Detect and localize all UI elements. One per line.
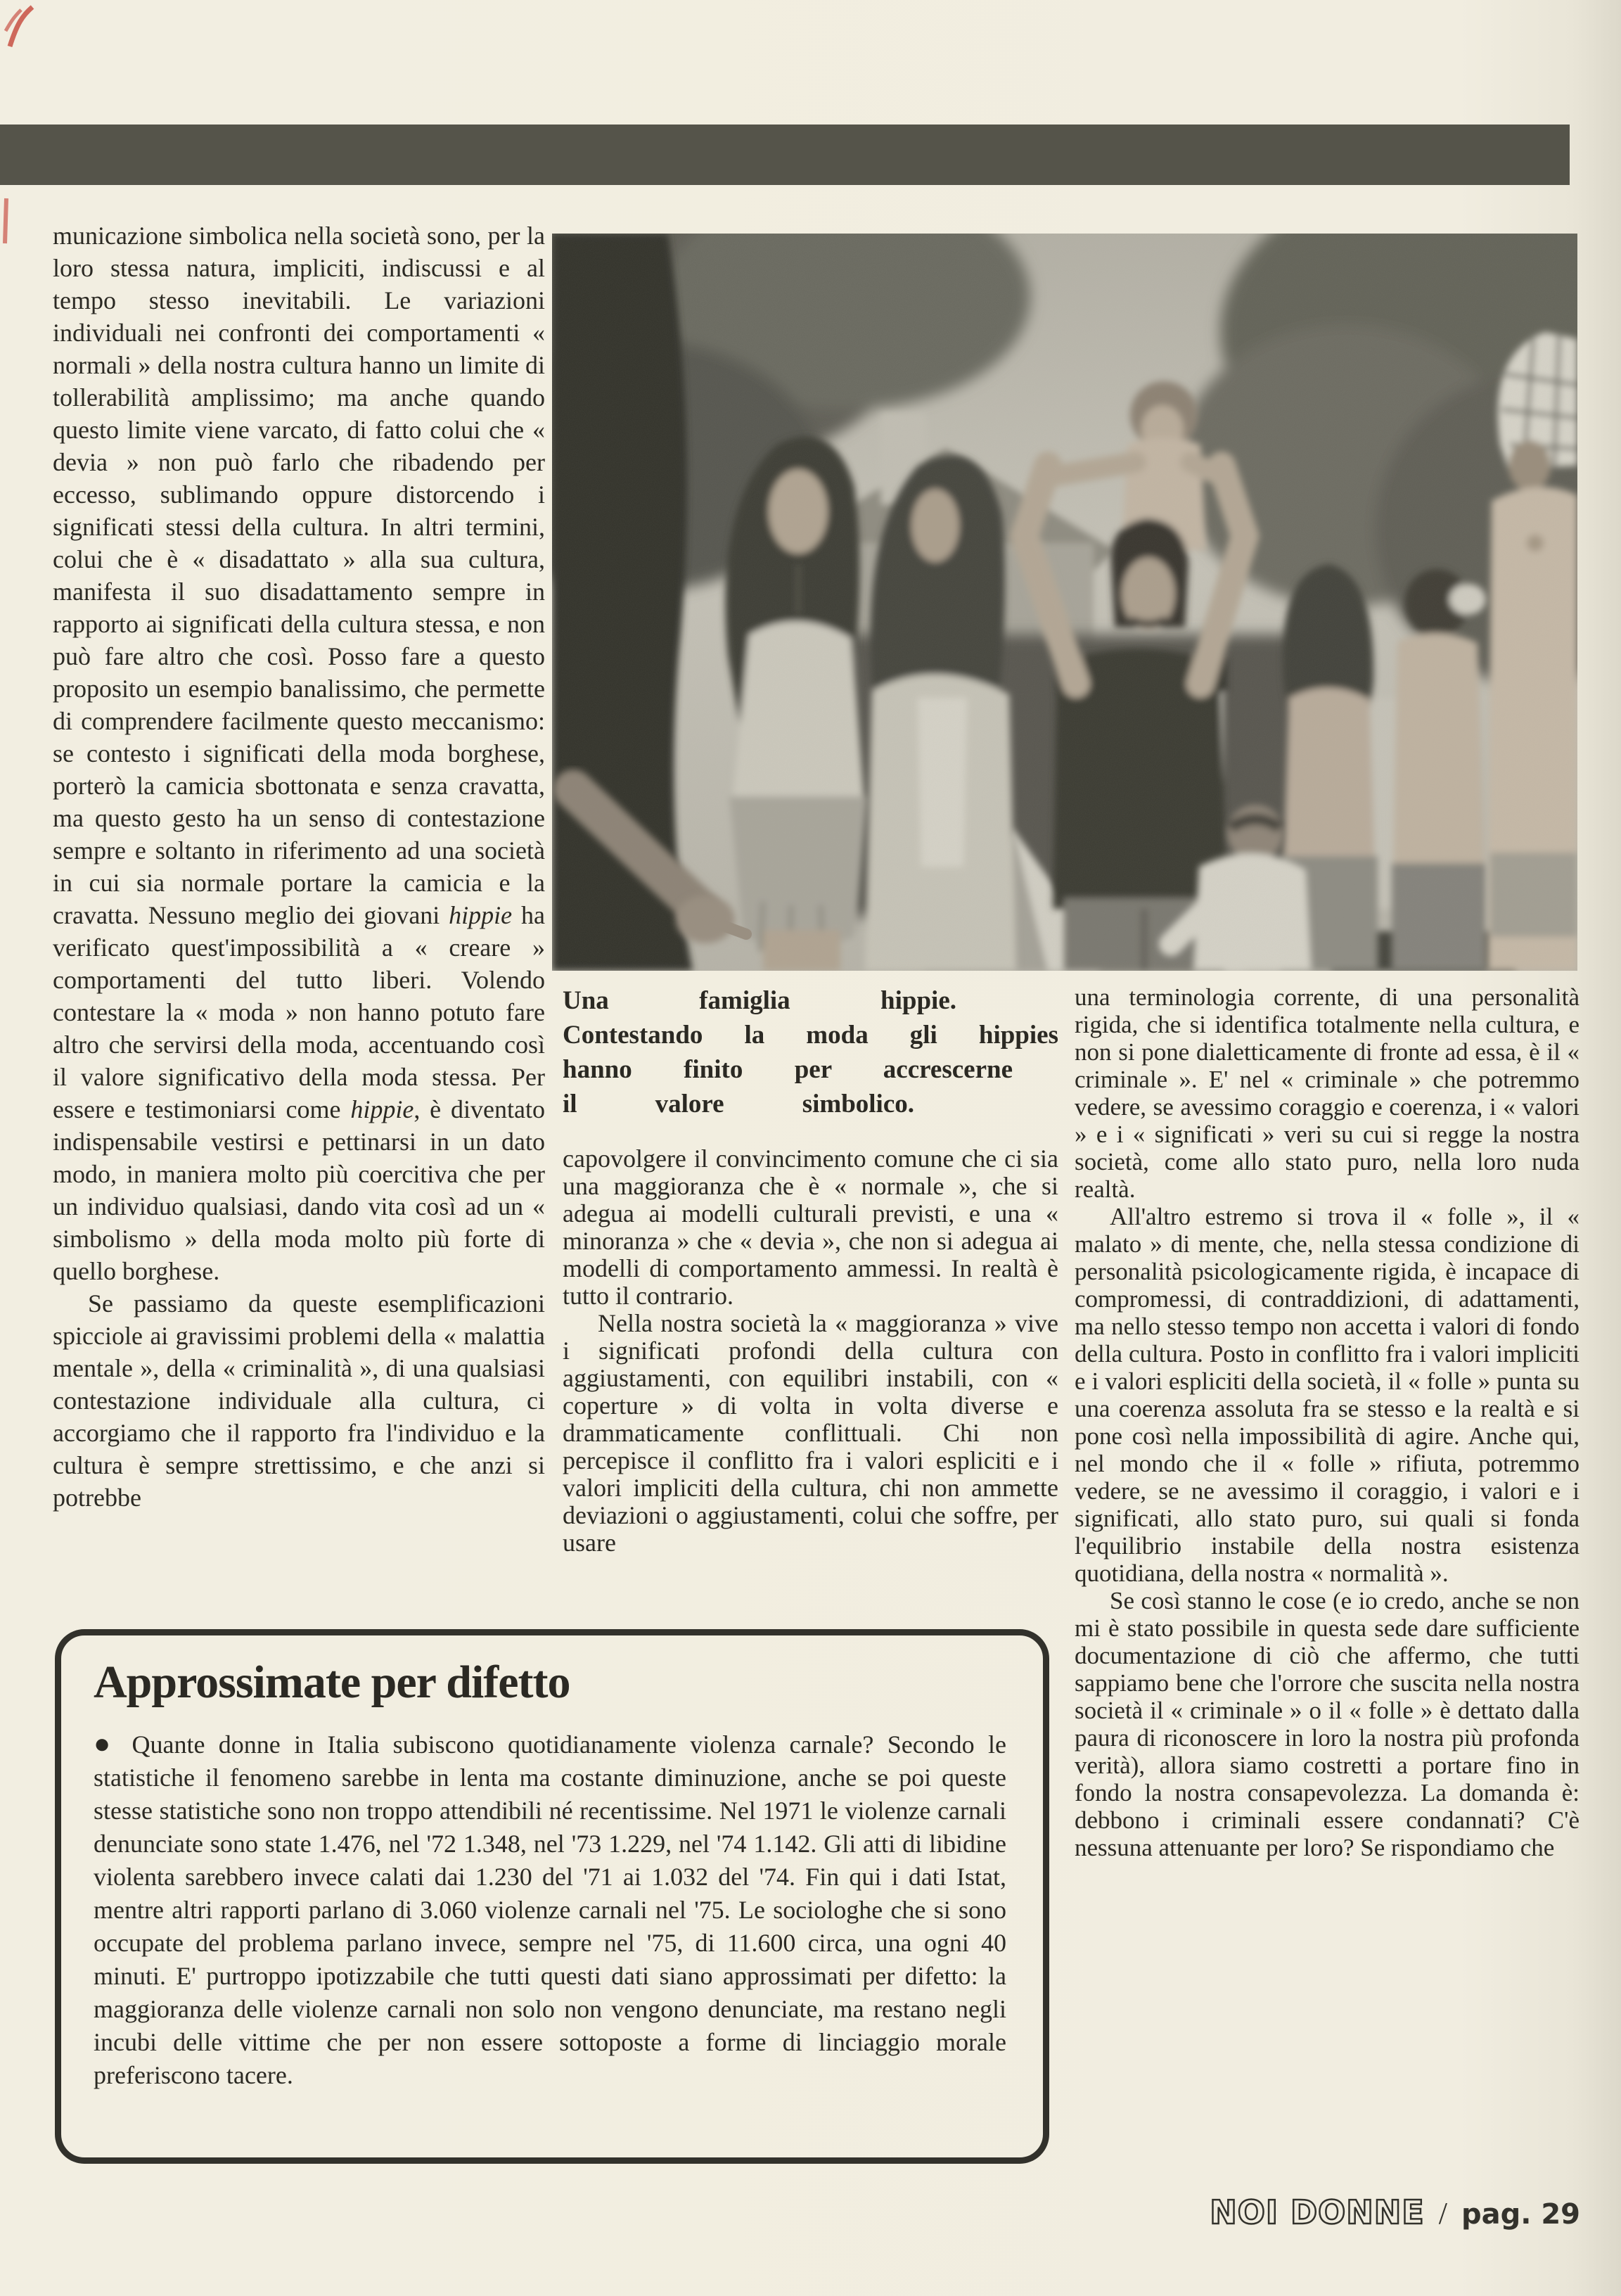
magazine-logo: NOI DONNE <box>1210 2193 1425 2231</box>
caption-line: Contestando la moda gli hippies <box>563 1021 1058 1050</box>
caption-line: Una famiglia hippie. <box>563 986 956 1015</box>
page-number: pag. 29 <box>1461 2198 1580 2231</box>
photo-caption <box>563 983 1058 1121</box>
photo-grain <box>552 234 1577 971</box>
page-footer <box>1210 2193 1580 2231</box>
box-title: Approssimate per difetto <box>94 1657 570 1708</box>
body-paragraph: Se passiamo da queste esemplificazioni spicciole ai gravissimi problemi della « malattia mentale », della « criminalità », di una qualsiasi contestazione individuale alla cultura, ci accorgiamo che il rapporto fra l'individuo e la cultura è sempre strettissimo, e che anzi si potrebbe <box>53 1289 545 1512</box>
red-pen-dash <box>0 197 13 246</box>
body-paragraph: Nella nostra società la « maggioranza » vive i significati profondi della cultura con aggiustamenti, con equilibri instabili, con « coperture » di volta in volta diverse e drammaticamente conflittuali. Chi non percepisce il conflitto fra i valori espliciti e i valori impliciti della cultura, chi non ammette deviazioni o aggiustamenti, colui che soffre, per usare <box>563 1309 1058 1557</box>
middle-column <box>563 1145 1058 1621</box>
body-paragraph: Se così stanno le cose (e io credo, anche se non mi è stato possibile in questa sede dare sufficiente documentazione di ciò che affermo, che tutti sappiamo bene che l'orrore che suscita nella nostra società il « criminale » o il « folle » è dettato dalla paura di riconoscere in loro la nostra più profonda verità), allora siamo costretti a portare fino in fondo la nostra consapevolezza. La domanda è: debbono i criminali essere condannati? C'è nessuna attenuante per loro? Se rispondiamo che <box>1075 1587 1580 1861</box>
right-column <box>1075 983 1580 2167</box>
bullet-icon: ● <box>94 1728 118 1759</box>
body-paragraph: capovolgere il convincimento comune che ci sia una maggioranza che è « normale », che si adegua ai modelli culturali previsti, e una « minoranza » che « devia », che non si adegua ai modelli di comportamento ammessi. In realtà è tutto il contrario. <box>563 1145 1058 1310</box>
caption-line: il valore simbolico. <box>563 1090 914 1118</box>
left-column <box>53 219 545 1616</box>
top-rule-bar <box>0 125 1570 185</box>
footer-separator: / <box>1438 2196 1447 2231</box>
caption-line: hanno finito per accrescerne <box>563 1055 1013 1084</box>
red-pen-mark <box>4 3 53 53</box>
hippie-family-photo <box>552 234 1577 971</box>
photo-illustration <box>552 234 1577 971</box>
box-body <box>94 1727 1006 2092</box>
box-text: Quante donne in Italia subiscono quotidianamente violenza carnale? Secondo le statistiche il fenomeno sarebbe in lenta ma costante diminuzione, anche se poi queste stesse statistiche sono non troppo attendibili né recentissime. Nel 1971 le violenze carnali denunciate sono state 1.476, nel '72 1.348, nel '73 1.229, nel '74 1.142. Gli atti di libidine violenta sarebbero invece calati dai 1.230 del '71 ai 1.032 del '74. Fin qui i dati Istat, mentre altri rapporti parlano di 3.060 violenze carnali nel '75. Le sociologhe che si sono occupate del problema parlano invece, sempre nel '75, di 11.600 circa, una ogni 40 minuti. E' purtroppo ipotizzabile che tutti questi dati siano approssimati per difetto: la maggioranza delle violenze carnali non solo non vengono denunciate, ma restano negli incubi delle vittime che per non essere sottoposte a forme di linciaggio morale preferiscono tacere. <box>94 1730 1006 2089</box>
body-paragraph: municazione simbolica nella società sono, per la loro stessa natura, impliciti, indiscussi e al tempo stesso inevitabili. Le variazioni individuali nei confronti dei comportamenti « normali » della nostra cultura hanno un limite di tollerabilità amplissimo; ma anche quando questo limite viene varcato, di fatto colui che « devia » non può farlo che ribadendo per eccesso, sublimando oppure distorcendo i significati stessi della cultura. In altri termini, colui che è « disadattato » alla sua cultura, manifesta il suo disadattamento sempre in rapporto ai significati della cultura stessa, e non può fare altro che così. Posso fare a questo proposito un esempio banalissimo, che permette di comprendere facilmente questo meccanismo: se contesto i significati della moda borghese, porterò la camicia sbottonata e senza cravatta, ma questo gesto ha un senso di contestazione sempre e soltanto in riferimento ad una società in cui sia normale portare la camicia e la cravatta. Nessuno meglio dei giovani hippie ha verificato quest'impossibilità a « creare » comportamenti del tutto liberi. Volendo contestare la « moda » non hanno potuto fare altro che servirsi della moda, accentuando così il valore significativo della moda stessa. Per essere e testimoniarsi come hippie, è diventato indispensabile vestirsi e pettinarsi in un dato modo, in maniera molto più coercitiva che per un individuo qualsiasi, dando vita così ad un « simbolismo » della moda molto più forte di quello borghese. <box>53 222 545 1285</box>
statistics-box <box>55 1629 1049 2164</box>
body-paragraph: All'altro estremo si trova il « folle », il « malato » di mente, che, nella stessa condizione di personalità psicologicamente rigida, è incapace di compromessi, di contraddizioni, di adattamenti, ma nello stesso tempo non accetta i valori di fondo della cultura. Posto in conflitto fra i valori impliciti e i valori espliciti della società, il « folle » punta su una coerenza assoluta fra se stesso e la realtà e si pone così nella impossibilità di agire. Anche qui, nel mondo che il « folle » rifiuta, potremmo vedere, se ne avessimo il coraggio, i valori e i significati, allo stato puro, sui quali si fonda l'equilibrio instabile della nostra esistenza quotidiana, della nostra « normalità ». <box>1075 1203 1580 1587</box>
body-paragraph: una terminologia corrente, di una personalità rigida, che si identifica totalmente nella cultura, e non si pone dialetticamente di fronte ad essa, è il « criminale ». E' nel « criminale » che potremmo vedere, se avessimo coraggio e coerenza, i « valori » e i « significati » veri su cui si regge la nostra società, come allo stato puro, nella loro nuda realtà. <box>1075 983 1580 1203</box>
